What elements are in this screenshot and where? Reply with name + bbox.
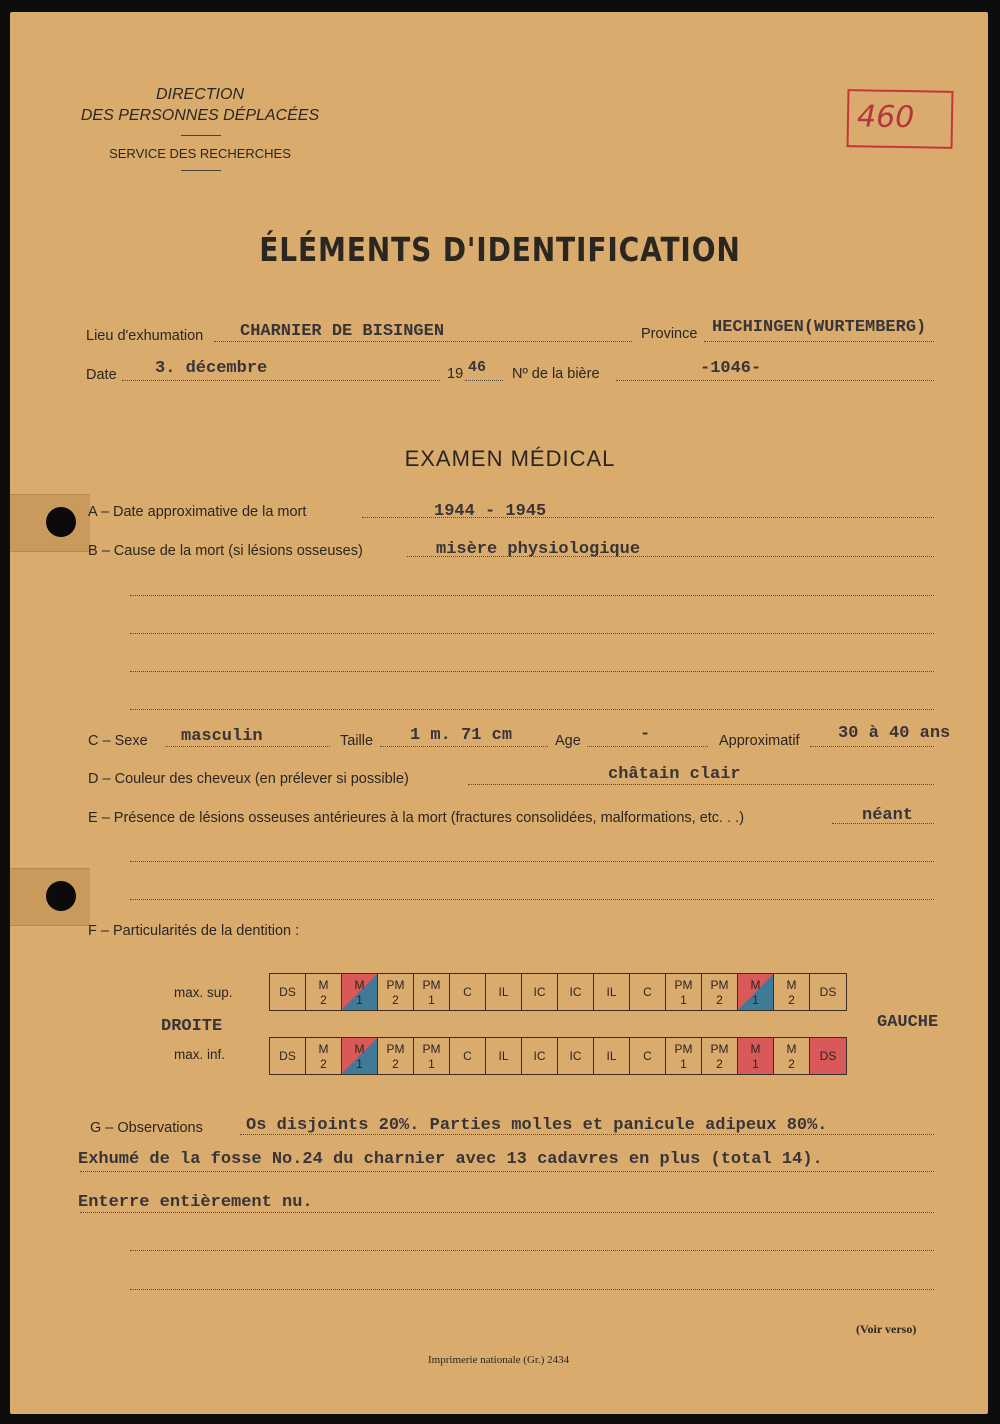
tooth-label: C <box>463 985 472 999</box>
age-value: - <box>640 725 651 744</box>
tooth-label: M <box>786 978 797 992</box>
tooth-cell <box>378 974 414 1010</box>
header-rule <box>181 135 221 136</box>
tooth-cell <box>522 974 558 1010</box>
tooth-number: 1 <box>428 993 435 1007</box>
tooth-cell <box>810 974 846 1010</box>
blank-line <box>130 595 934 596</box>
province-line <box>704 341 934 342</box>
taille-label: Taille <box>340 733 374 749</box>
droite-label: DROITE <box>161 1017 223 1036</box>
tooth-cell <box>558 1038 594 1074</box>
tooth-label: M <box>354 978 365 992</box>
tooth-cell <box>342 1038 378 1074</box>
tooth-cell <box>486 974 522 1010</box>
tooth-cell <box>270 974 306 1010</box>
header-rule-2 <box>181 170 221 171</box>
field-a-label: A – Date approximative de la mort <box>88 504 307 520</box>
observations-line-2: Exhumé de la fosse No.24 du charnier avec 13 cadavres en plus (total 14). <box>78 1150 823 1169</box>
blank-line <box>130 1289 934 1290</box>
tooth-cell <box>738 974 774 1010</box>
observations-line <box>80 1212 934 1213</box>
tooth-label: IL <box>606 1049 617 1063</box>
province-label: Province <box>641 326 698 342</box>
header-department: DES PERSONNES DÉPLACÉES <box>80 107 320 124</box>
field-d-line <box>468 784 934 785</box>
field-e-value: néant <box>862 806 914 825</box>
tooth-label: DS <box>819 1049 837 1063</box>
observations-line <box>80 1171 934 1172</box>
header-service: SERVICE DES RECHERCHES <box>109 146 291 161</box>
tooth-number: 1 <box>752 993 759 1007</box>
approx-line <box>810 746 934 747</box>
tooth-number: 2 <box>716 993 723 1007</box>
tooth-label: IC <box>533 1049 546 1063</box>
gauche-label: GAUCHE <box>877 1013 939 1032</box>
tooth-cell <box>594 974 630 1010</box>
date-line <box>122 380 440 381</box>
date-value: 3. décembre <box>155 359 268 378</box>
voir-verso: (Voir verso) <box>856 1322 917 1336</box>
tooth-label: DS <box>279 985 296 999</box>
biere-line <box>616 380 934 381</box>
province-value: HECHINGEN(WURTEMBERG) <box>712 318 927 337</box>
tooth-number: 2 <box>788 993 795 1007</box>
tooth-label: IL <box>606 985 617 999</box>
sexe-line <box>165 746 330 747</box>
tooth-cell <box>414 1038 450 1074</box>
tooth-number: 1 <box>752 1057 759 1071</box>
tooth-cell <box>738 1038 774 1074</box>
year-line <box>465 380 503 381</box>
tooth-label: PM <box>422 978 441 992</box>
biere-label: Nº de la bière <box>512 366 600 382</box>
tooth-cell <box>306 1038 342 1074</box>
tooth-cell <box>450 974 486 1010</box>
approx-value: 30 à 40 ans <box>838 724 951 743</box>
observations-line-3: Enterre entièrement nu. <box>78 1193 313 1212</box>
max-inf-label: max. inf. <box>174 1047 226 1062</box>
field-c-label: C – Sexe <box>88 733 148 749</box>
tooth-cell <box>666 1038 702 1074</box>
tooth-cell <box>630 1038 666 1074</box>
header-direction: DIRECTION <box>156 86 244 103</box>
lieu-label: Lieu d'exhumation <box>86 328 204 344</box>
tooth-label: IC <box>569 1049 582 1063</box>
tooth-label: PM <box>386 978 405 992</box>
tooth-cell <box>342 974 378 1010</box>
tooth-label: C <box>643 985 652 999</box>
tooth-cell <box>630 974 666 1010</box>
tooth-label: IC <box>533 985 546 999</box>
upper-dentition-chart <box>269 973 847 1011</box>
field-f-label: F – Particularités de la dentition : <box>88 923 300 939</box>
blank-line <box>130 861 934 862</box>
blank-line <box>130 899 934 900</box>
blank-line <box>130 709 934 710</box>
tooth-cell <box>486 1038 522 1074</box>
tooth-label: DS <box>279 1049 296 1063</box>
field-d-label: D – Couleur des cheveux (en prélever si possible) <box>88 771 409 787</box>
max-sup-label: max. sup. <box>174 985 233 1000</box>
tooth-label: DS <box>819 985 837 999</box>
printer-imprint: Imprimerie nationale (Gr.) 2434 <box>428 1354 570 1366</box>
date-label: Date <box>86 367 117 383</box>
tooth-label: PM <box>710 1042 729 1056</box>
year-prefix: 19 <box>447 366 464 382</box>
tooth-label: PM <box>674 978 693 992</box>
tooth-number: 1 <box>680 1057 687 1071</box>
tooth-number: 2 <box>788 1057 795 1071</box>
tooth-cell <box>306 974 342 1010</box>
tooth-cell <box>702 974 738 1010</box>
tooth-label: PM <box>422 1042 441 1056</box>
punch-hole-bottom <box>46 881 76 911</box>
observations-label: G – Observations <box>90 1120 203 1136</box>
field-a-value: 1944 - 1945 <box>434 502 547 521</box>
tooth-cell <box>774 1038 810 1074</box>
sexe-value: masculin <box>181 727 263 746</box>
tooth-cell <box>558 974 594 1010</box>
tooth-label: PM <box>386 1042 405 1056</box>
tooth-label: C <box>463 1049 472 1063</box>
stamp-number: 460 <box>856 99 915 136</box>
tooth-number: 2 <box>392 993 399 1007</box>
tooth-number: 1 <box>428 1057 435 1071</box>
blank-line <box>130 633 934 634</box>
tooth-cell <box>666 974 702 1010</box>
tooth-cell <box>594 1038 630 1074</box>
tooth-label: M <box>750 1042 761 1056</box>
tooth-label: C <box>643 1049 652 1063</box>
blank-line <box>130 671 934 672</box>
tooth-cell <box>270 1038 306 1074</box>
document-title: ÉLÉMENTS D'IDENTIFICATION <box>259 230 741 269</box>
lieu-value: CHARNIER DE BISINGEN <box>240 322 445 341</box>
tooth-cell <box>810 1038 846 1074</box>
lower-dentition-chart <box>269 1037 847 1075</box>
tooth-cell <box>378 1038 414 1074</box>
tooth-label: M <box>354 1042 365 1056</box>
field-d-value: châtain clair <box>608 765 741 784</box>
tooth-number: 2 <box>392 1057 399 1071</box>
tooth-cell <box>702 1038 738 1074</box>
field-e-label: E – Présence de lésions osseuses antérieures à la mort (fractures consolidées, malformations, etc. . .) <box>88 810 745 826</box>
tooth-number: 2 <box>320 1057 327 1071</box>
tooth-label: IL <box>498 1049 509 1063</box>
field-b-label: B – Cause de la mort (si lésions osseuses) <box>88 543 363 559</box>
tooth-number: 2 <box>320 993 327 1007</box>
approx-label: Approximatif <box>719 733 800 749</box>
blank-line <box>130 1250 934 1251</box>
reference-number-stamp <box>847 89 954 149</box>
tooth-number: 1 <box>356 993 363 1007</box>
field-b-value: misère physiologique <box>436 540 641 559</box>
punch-hole-top <box>46 507 76 537</box>
tooth-label: M <box>318 1042 329 1056</box>
tooth-label: IC <box>569 985 582 999</box>
tooth-label: PM <box>674 1042 693 1056</box>
lieu-line <box>214 341 632 342</box>
taille-line <box>380 746 548 747</box>
year-suffix: 46 <box>468 359 487 376</box>
section-title-examen: EXAMEN MÉDICAL <box>404 446 616 471</box>
age-label: Age <box>555 733 581 749</box>
observations-line-1: Os disjoints 20%. Parties molles et panicule adipeux 80%. <box>246 1116 828 1135</box>
tooth-label: IL <box>498 985 509 999</box>
tooth-label: M <box>750 978 761 992</box>
tooth-cell <box>414 974 450 1010</box>
tooth-number: 1 <box>356 1057 363 1071</box>
tooth-cell <box>450 1038 486 1074</box>
tooth-label: M <box>318 978 329 992</box>
tooth-number: 1 <box>680 993 687 1007</box>
tooth-label: M <box>786 1042 797 1056</box>
biere-value: -1046- <box>700 359 762 378</box>
taille-value: 1 m. 71 cm <box>410 726 513 745</box>
tooth-cell <box>522 1038 558 1074</box>
tooth-cell <box>774 974 810 1010</box>
age-line <box>587 746 708 747</box>
tooth-number: 2 <box>716 1057 723 1071</box>
tooth-label: PM <box>710 978 729 992</box>
